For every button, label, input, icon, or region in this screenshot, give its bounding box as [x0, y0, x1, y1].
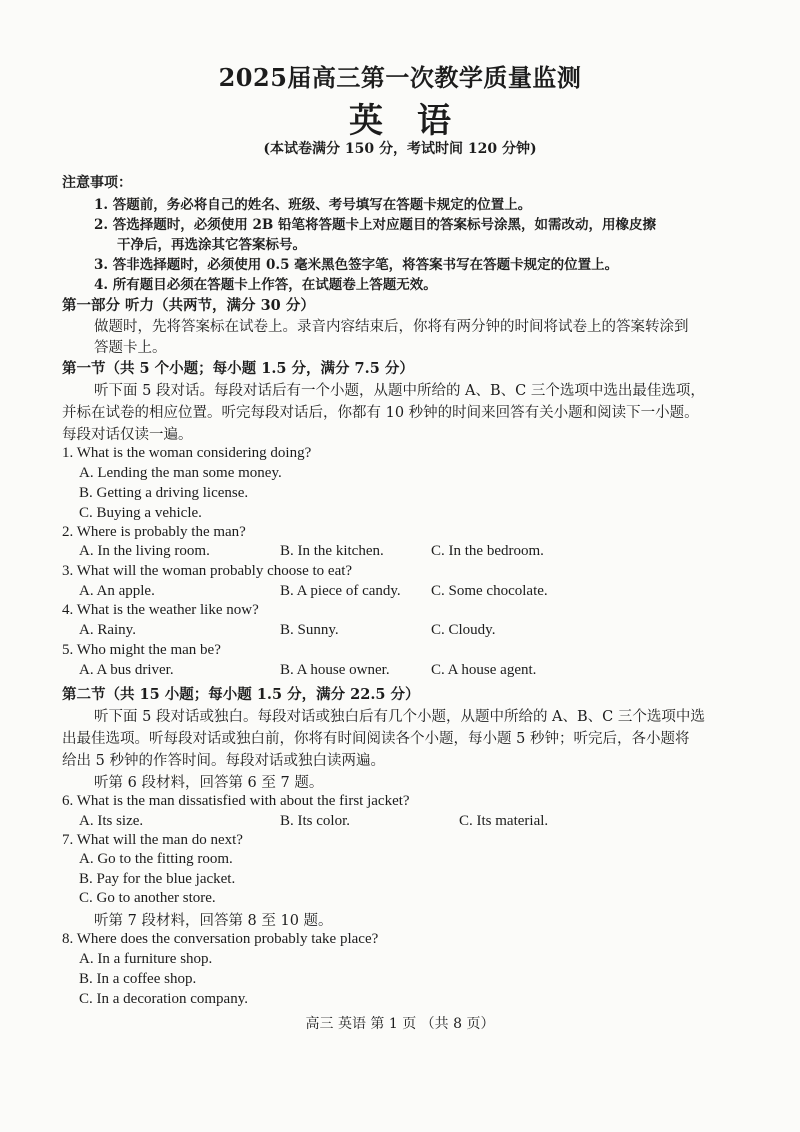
score-time-note: (本试卷满分 150 分，考试时间 120 分钟)	[263, 141, 537, 157]
notice-item-2: 2. 答选择题时，必须使用 2B 铅笔将答题卡上对应题目的答案标号涂黑，如需改动，用橡皮擦	[94, 217, 656, 233]
section1-heading: 第一节（共 5 个小题；每小题 1.5 分，满分 7.5 分）	[62, 360, 414, 377]
part1-intro-line2: 答题卡上。	[94, 340, 167, 356]
notice-item-3: 3. 答非选择题时，必须使用 0.5 毫米黑色签字笔，将答案书写在答题卡规定的位置上。	[94, 257, 619, 273]
subject-title: 英语	[349, 101, 485, 141]
q7-option-c: C. Go to another store.	[79, 890, 216, 906]
q1-option-a: A. Lending the man some money.	[79, 465, 282, 481]
q6-option-b: B. Its color.	[280, 813, 350, 829]
q3-option-c: C. Some chocolate.	[431, 583, 548, 599]
q8-option-a: A. In a furniture shop.	[79, 951, 213, 967]
q3-stem: 3. What will the woman probably choose to eat?	[62, 563, 353, 579]
q7-stem: 7. What will the man do next?	[62, 832, 243, 848]
q8-option-b: B. In a coffee shop.	[79, 971, 197, 987]
q3-option-a: A. An apple.	[79, 583, 155, 599]
q4-stem: 4. What is the weather like now?	[62, 602, 259, 618]
q7-option-a: A. Go to the fitting room.	[79, 851, 233, 867]
material-7-instruction: 听第 7 段材料，回答第 8 至 10 题。	[94, 913, 333, 929]
notice-item-2-cont: 干净后，再选涂其它答案标号。	[117, 237, 306, 253]
exam-title: 2025届高三第一次教学质量监测	[218, 63, 582, 92]
q6-option-c: C. Its material.	[459, 813, 549, 829]
section2-intro-line2: 出最佳选项。听每段对话或独白前，你将有时间阅读各个小题，每小题 5 秒钟；听完后，各小题将	[62, 731, 690, 747]
q8-stem: 8. Where does the conversation probably take place?	[62, 931, 379, 947]
q1-option-b: B. Getting a driving license.	[79, 485, 249, 501]
section1-intro-line3: 每段对话仅读一遍。	[62, 427, 193, 443]
q6-option-a: A. Its size.	[79, 813, 144, 829]
q5-option-a: A. A bus driver.	[79, 662, 174, 678]
q7-option-b: B. Pay for the blue jacket.	[79, 871, 236, 887]
notice-item-4: 4. 所有题目必须在答题卡上作答，在试题卷上答题无效。	[94, 277, 437, 293]
q4-option-a: A. Rainy.	[79, 622, 136, 638]
section2-intro-line3: 给出 5 秒钟的作答时间。每段对话或独白读两遍。	[62, 753, 385, 769]
notice-item-1: 1. 答题前，务必将自己的姓名、班级、考号填写在答题卡规定的位置上。	[94, 197, 532, 213]
material-6-instruction: 听第 6 段材料，回答第 6 至 7 题。	[94, 775, 324, 791]
q1-stem: 1. What is the woman considering doing?	[62, 445, 312, 461]
q4-option-c: C. Cloudy.	[431, 622, 496, 638]
q2-stem: 2. Where is probably the man?	[62, 524, 246, 540]
q8-option-c: C. In a decoration company.	[79, 991, 248, 1007]
section1-intro-line1: 听下面 5 段对话。每段对话后有一个小题，从题中所给的 A、B、C 三个选项中选出最佳选项，	[94, 383, 705, 399]
q3-option-b: B. A piece of candy.	[280, 583, 401, 599]
q5-option-b: B. A house owner.	[280, 662, 390, 678]
q4-option-b: B. Sunny.	[280, 622, 339, 638]
notice-heading: 注意事项：	[62, 175, 132, 191]
section2-heading: 第二节（共 15 小题；每小题 1.5 分，满分 22.5 分）	[62, 686, 420, 703]
part1-heading: 第一部分 听力（共两节，满分 30 分）	[62, 297, 315, 314]
section2-intro-line1: 听下面 5 段对话或独白。每段对话或独白后有几个小题，从题中所给的 A、B、C 三个选项中选	[94, 709, 705, 725]
q6-stem: 6. What is the man dissatisfied with about the first jacket?	[62, 793, 410, 809]
page-footer: 高三 英语 第 1 页 （共 8 页）	[305, 1016, 495, 1032]
q2-option-a: A. In the living room.	[79, 543, 210, 559]
q5-option-c: C. A house agent.	[431, 662, 537, 678]
section1-intro-line2: 并标在试卷的相应位置。听完每段对话后，你都有 10 秒钟的时间来回答有关小题和阅读下一小题。	[62, 405, 699, 421]
q1-option-c: C. Buying a vehicle.	[79, 505, 202, 521]
part1-intro-line1: 做题时，先将答案标在试卷上。录音内容结束后，你将有两分钟的时间将试卷上的答案转涂到	[94, 319, 689, 335]
q5-stem: 5. Who might the man be?	[62, 642, 221, 658]
q2-option-b: B. In the kitchen.	[280, 543, 384, 559]
q2-option-c: C. In the bedroom.	[431, 543, 544, 559]
